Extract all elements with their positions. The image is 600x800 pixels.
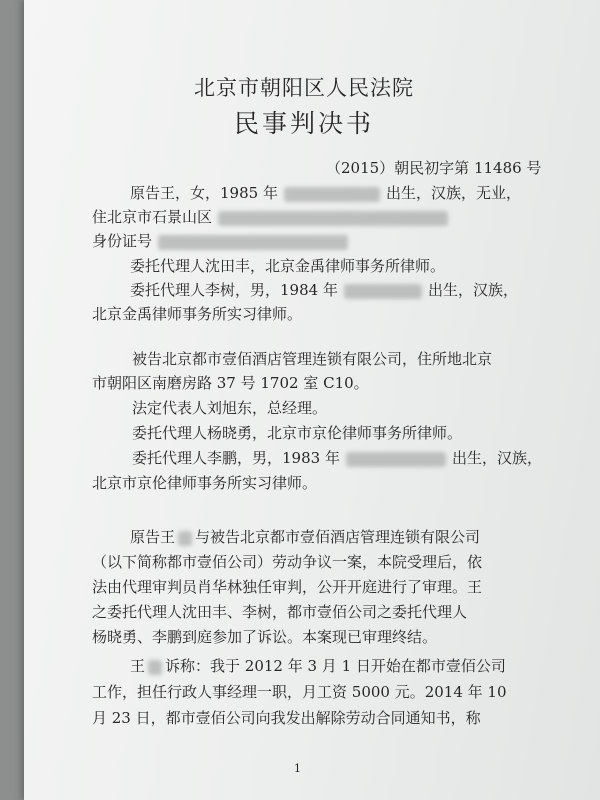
plaintiff-agent-2-line-1 <box>130 280 518 300</box>
body-p2-line-2: 工作，担任行政人事经理一职，月工资 5000 元。2014 年 10 <box>92 683 507 701</box>
redacted-id-number <box>158 235 348 250</box>
defendant-line-1: 被告北京都市壹佰酒店管理连锁有限公司，住所地北京 <box>132 350 493 368</box>
redacted-birthdate <box>284 187 380 202</box>
page-number: 1 <box>294 762 301 775</box>
body-p1-line-2: （以下简称都市壹佰公司）劳动争议一案，本院受理后，依 <box>92 553 483 571</box>
redacted-given-name <box>178 531 192 546</box>
body-p1-line-4: 之委托代理人沈田丰、李树，都市壹佰公司之委托代理人 <box>92 603 468 621</box>
redacted-address <box>218 211 448 226</box>
plaintiff-gender-birth-year: ，女，1985 年 <box>175 184 278 202</box>
legal-representative: 法定代表人刘旭东，总经理。 <box>132 399 328 417</box>
plaintiff-surname: 原告王 <box>130 528 176 546</box>
case-number: （2015）朝民初字第 11486 号 <box>326 159 542 177</box>
judgment-page <box>24 0 600 800</box>
plaintiff-agent-2-info: 委托代理人李树，男，1984 年 <box>130 281 338 299</box>
plaintiff-agent-2-ethnicity: 出生，汉族， <box>427 281 518 299</box>
redacted-given-name <box>148 660 162 675</box>
plaintiff-agent-2-line-2: 北京金禹律师事务所实习律师。 <box>92 305 303 323</box>
plaintiff-name: 原告王 <box>130 184 176 202</box>
body-p2-text: 诉称：我于 2012 年 3 月 1 日开始在都市壹佰公司 <box>165 657 506 675</box>
body-p2-line-1 <box>130 656 506 676</box>
court-name: 北京市朝阳区人民法院 <box>194 76 414 100</box>
body-p1-text: 与被告北京都市壹佰酒店管理连锁有限公司 <box>195 528 481 546</box>
defendant-line-2: 市朝阳区南磨房路 37 号 1702 室 C10。 <box>92 374 369 392</box>
plaintiff-agent-1: 委托代理人沈田丰，北京金禹律师事务所律师。 <box>130 257 446 275</box>
plaintiff-surname: 王 <box>130 657 146 675</box>
body-p1-line-3: 法由代理审判员肖华林独任审判，公开开庭进行了审理。王 <box>92 578 483 596</box>
document-type-title: 民事判决书 <box>233 109 374 138</box>
body-p1-line-5: 杨晓勇、李鹏到庭参加了诉讼。本案现已审理终结。 <box>92 628 438 646</box>
defendant-agent-2-line-2: 北京市京伦律师事务所实习律师。 <box>92 474 318 492</box>
defendant-agent-1: 委托代理人杨晓勇，北京市京伦律师事务所律师。 <box>132 424 463 442</box>
plaintiff-address: 住北京市石景山区 <box>92 208 213 226</box>
body-p1-line-1 <box>130 527 480 547</box>
defendant-agent-2-ethnicity: 出生，汉族， <box>451 449 542 467</box>
plaintiff-id-label: 身份证号 <box>92 232 153 250</box>
redacted-birthdate <box>346 452 446 467</box>
defendant-agent-2-line-1 <box>132 448 542 468</box>
plaintiff-line-1 <box>130 183 521 203</box>
plaintiff-line-3 <box>92 231 348 251</box>
plaintiff-ethnicity-occupation: 出生，汉族，无业， <box>385 184 521 202</box>
defendant-agent-2-info: 委托代理人李鹏，男，1983 年 <box>132 449 340 467</box>
body-p2-line-3: 月 23 日，都市壹佰公司向我发出解除劳动合同通知书，称 <box>92 709 481 727</box>
plaintiff-line-2 <box>92 207 448 227</box>
redacted-birthdate <box>344 284 422 299</box>
